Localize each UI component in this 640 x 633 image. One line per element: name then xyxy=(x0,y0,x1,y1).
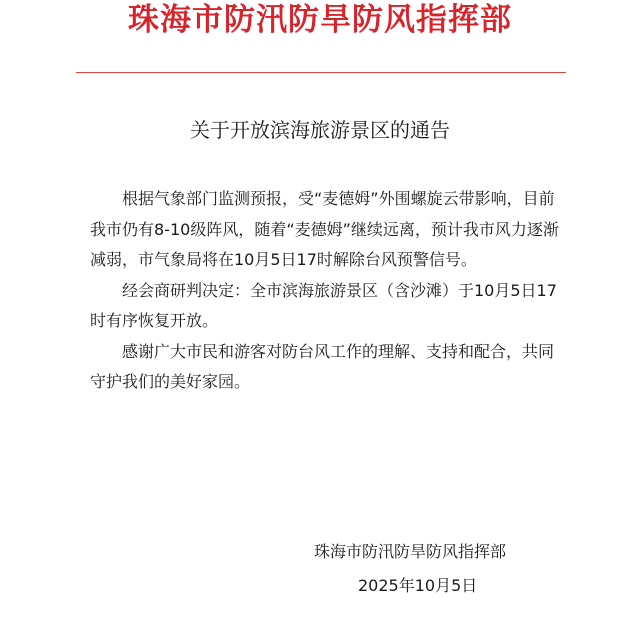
notice-paragraph: 经会商研判决定：全市滨海旅游景区（含沙滩）于10月5日17时有序恢复开放。 xyxy=(90,280,557,330)
signature-organization: 珠海市防汛防旱防风指挥部 xyxy=(314,542,507,561)
notice-paragraph: 根据气象部门监测预报，受“麦德姆”外围螺旋云带影响，目前我市仍有8-10级阵风，随着“麦德姆”继续远离，预计我市风力逐渐减弱，市气象局将在10月5日17时解除台风预警信号。 xyxy=(90,189,559,269)
signature-date: 2025年10月5日 xyxy=(358,576,478,595)
notice-paragraph: 感谢广大市民和游客对防台风工作的理解、支持和配合，共同守护我们的美好家园。 xyxy=(90,341,555,391)
red-divider-line xyxy=(76,72,566,73)
notice-title: 关于开放滨海旅游景区的通告 xyxy=(190,118,450,142)
issuer-header-title: 珠海市防汛防旱防风指挥部 xyxy=(128,2,512,38)
notice-body xyxy=(90,184,560,398)
